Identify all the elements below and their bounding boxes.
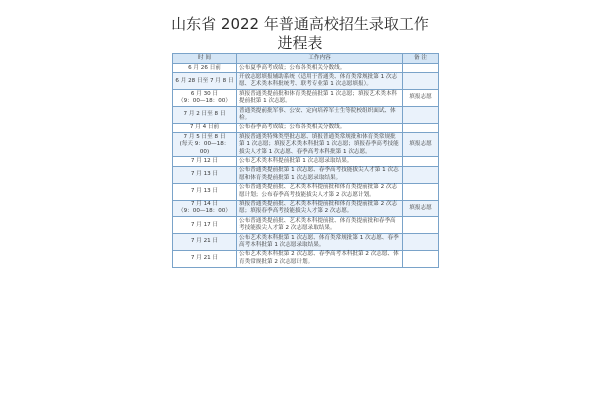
time-main: 6 月 30 日 (190, 90, 219, 97)
cell-note (403, 166, 439, 183)
cell-time (173, 90, 237, 107)
table-row (173, 64, 439, 73)
cell-time (173, 107, 237, 124)
header-note: 备 注 (403, 54, 439, 64)
cell-note (403, 217, 439, 234)
cell-work: 公布普通类提前批、艺术类本科提前批、体育类提前批和春季高考技能拔尖人才第 2 次志愿录取结果。 (237, 217, 403, 234)
cell-note (403, 73, 439, 90)
time-main: 7 月 2 日至 8 日 (183, 111, 226, 118)
cell-work: 填报普通类提前批、艺术类本科提前批和体育类提前批第 2 次志愿；填报春季高考技能拔尖人才第 2 次志愿。 (237, 200, 403, 217)
cell-work: 填报普通类提前批和体育类提前批第 1 次志愿；填报艺术类本科提前批第 1 次志愿。 (237, 90, 403, 107)
cell-time (173, 133, 237, 157)
time-main: 7 月 14 日 (190, 201, 219, 207)
cell-time (173, 73, 237, 90)
cell-time (173, 64, 237, 73)
cell-work: 开放志愿填报辅助系统（适用于普通类、体育类常规批第 1 次志愿、艺术类本科批统考、联考专业第 1 次志愿填报）。 (237, 73, 403, 90)
cell-work: 公布普通类提前批、艺术类本科提前批和体育类提前批第 2 次志愿计划；公布春季高考技能拔尖人才第 2 次志愿计划。 (237, 183, 403, 200)
cell-time (173, 234, 237, 251)
cell-time (173, 157, 237, 166)
document-title-line2: 进程表 (277, 34, 323, 52)
cell-note (403, 64, 439, 73)
cell-work: 公布普通类提前批第 1 次志愿、春季高考技能拔尖人才第 1 次志愿和体育类提前批第 1 次志愿录取结果。 (237, 166, 403, 183)
time-main: 7 月 17 日 (190, 221, 219, 228)
cell-work: 公布春季高考成绩；公布各类相关分数线。 (237, 123, 403, 132)
table-row (173, 157, 439, 166)
table-row (173, 250, 439, 267)
header-time: 时 间 (173, 54, 237, 64)
time-main: 7 月 13 日 (190, 187, 219, 194)
table-row (173, 123, 439, 132)
cell-note (403, 250, 439, 267)
table-row (173, 90, 439, 107)
time-main: 6 月 28 日至 7 月 8 日 (175, 77, 234, 84)
time-main: 7 月 12 日 (190, 157, 219, 164)
cell-note: 填报志愿 (403, 90, 439, 107)
cell-note (403, 234, 439, 251)
table-row (173, 234, 439, 251)
cell-time (173, 183, 237, 200)
time-main: 7 月 5 日至 8 日 (183, 133, 226, 140)
time-main: 6 月 26 日前 (188, 64, 221, 71)
cell-time (173, 200, 237, 217)
table-row (173, 133, 439, 157)
cell-note (403, 123, 439, 132)
time-range: （9：00—18：00） (178, 208, 231, 215)
table-row (173, 166, 439, 183)
cell-note (403, 107, 439, 124)
header-work: 工作内容 (237, 54, 403, 64)
time-range: (每天 9：00—18：00) (179, 141, 230, 155)
cell-work: 公布艺术类本科提前批第 1 次志愿录取结果。 (237, 157, 403, 166)
cell-work: 填报普通类特殊类型批志愿、填报普通类常规批和体育类常规批第 1 次志愿；填报艺术类本科批第 1 次志愿；填报春季高考技能拔尖人才第 1 次志愿、春季高考本科批第 1 次志愿。 (237, 133, 403, 157)
time-main: 7 月 13 日 (190, 171, 219, 178)
cell-note: 填报志愿 (403, 133, 439, 157)
table-row (173, 217, 439, 234)
time-main: 7 月 21 日 (190, 255, 219, 262)
time-main: 7 月 21 日 (190, 238, 219, 245)
cell-work: 公布艺术类本科批第 2 次志愿、春季高考本科批第 2 次志愿、体育类常规批第 2 次志愿计划。 (237, 250, 403, 267)
cell-note (403, 157, 439, 166)
cell-note: 填报志愿 (403, 200, 439, 217)
cell-time (173, 166, 237, 183)
cell-work: 公布夏季高考成绩；公布各类相关分数线。 (237, 64, 403, 73)
document-title-line1: 山东省 2022 年普通高校招生录取工作 (171, 15, 429, 33)
table-row (173, 200, 439, 217)
cell-time (173, 123, 237, 132)
cell-time (173, 250, 237, 267)
table-header-row (173, 54, 439, 64)
table-row (173, 183, 439, 200)
table-row (173, 107, 439, 124)
time-main: 7 月 4 日前 (189, 124, 220, 131)
time-range: （9：00—18：00） (178, 98, 231, 105)
cell-work: 公布艺术类本科批第 1 次志愿、体育类常规批第 1 次志愿、春季高考本科批第 1 次志愿录取结果。 (237, 234, 403, 251)
cell-time (173, 217, 237, 234)
table-row (173, 73, 439, 90)
cell-note (403, 183, 439, 200)
cell-work: 普通类提前批军事、公安、定向培养军士生等院校组织面试、体检。 (237, 107, 403, 124)
schedule-table (172, 53, 439, 268)
